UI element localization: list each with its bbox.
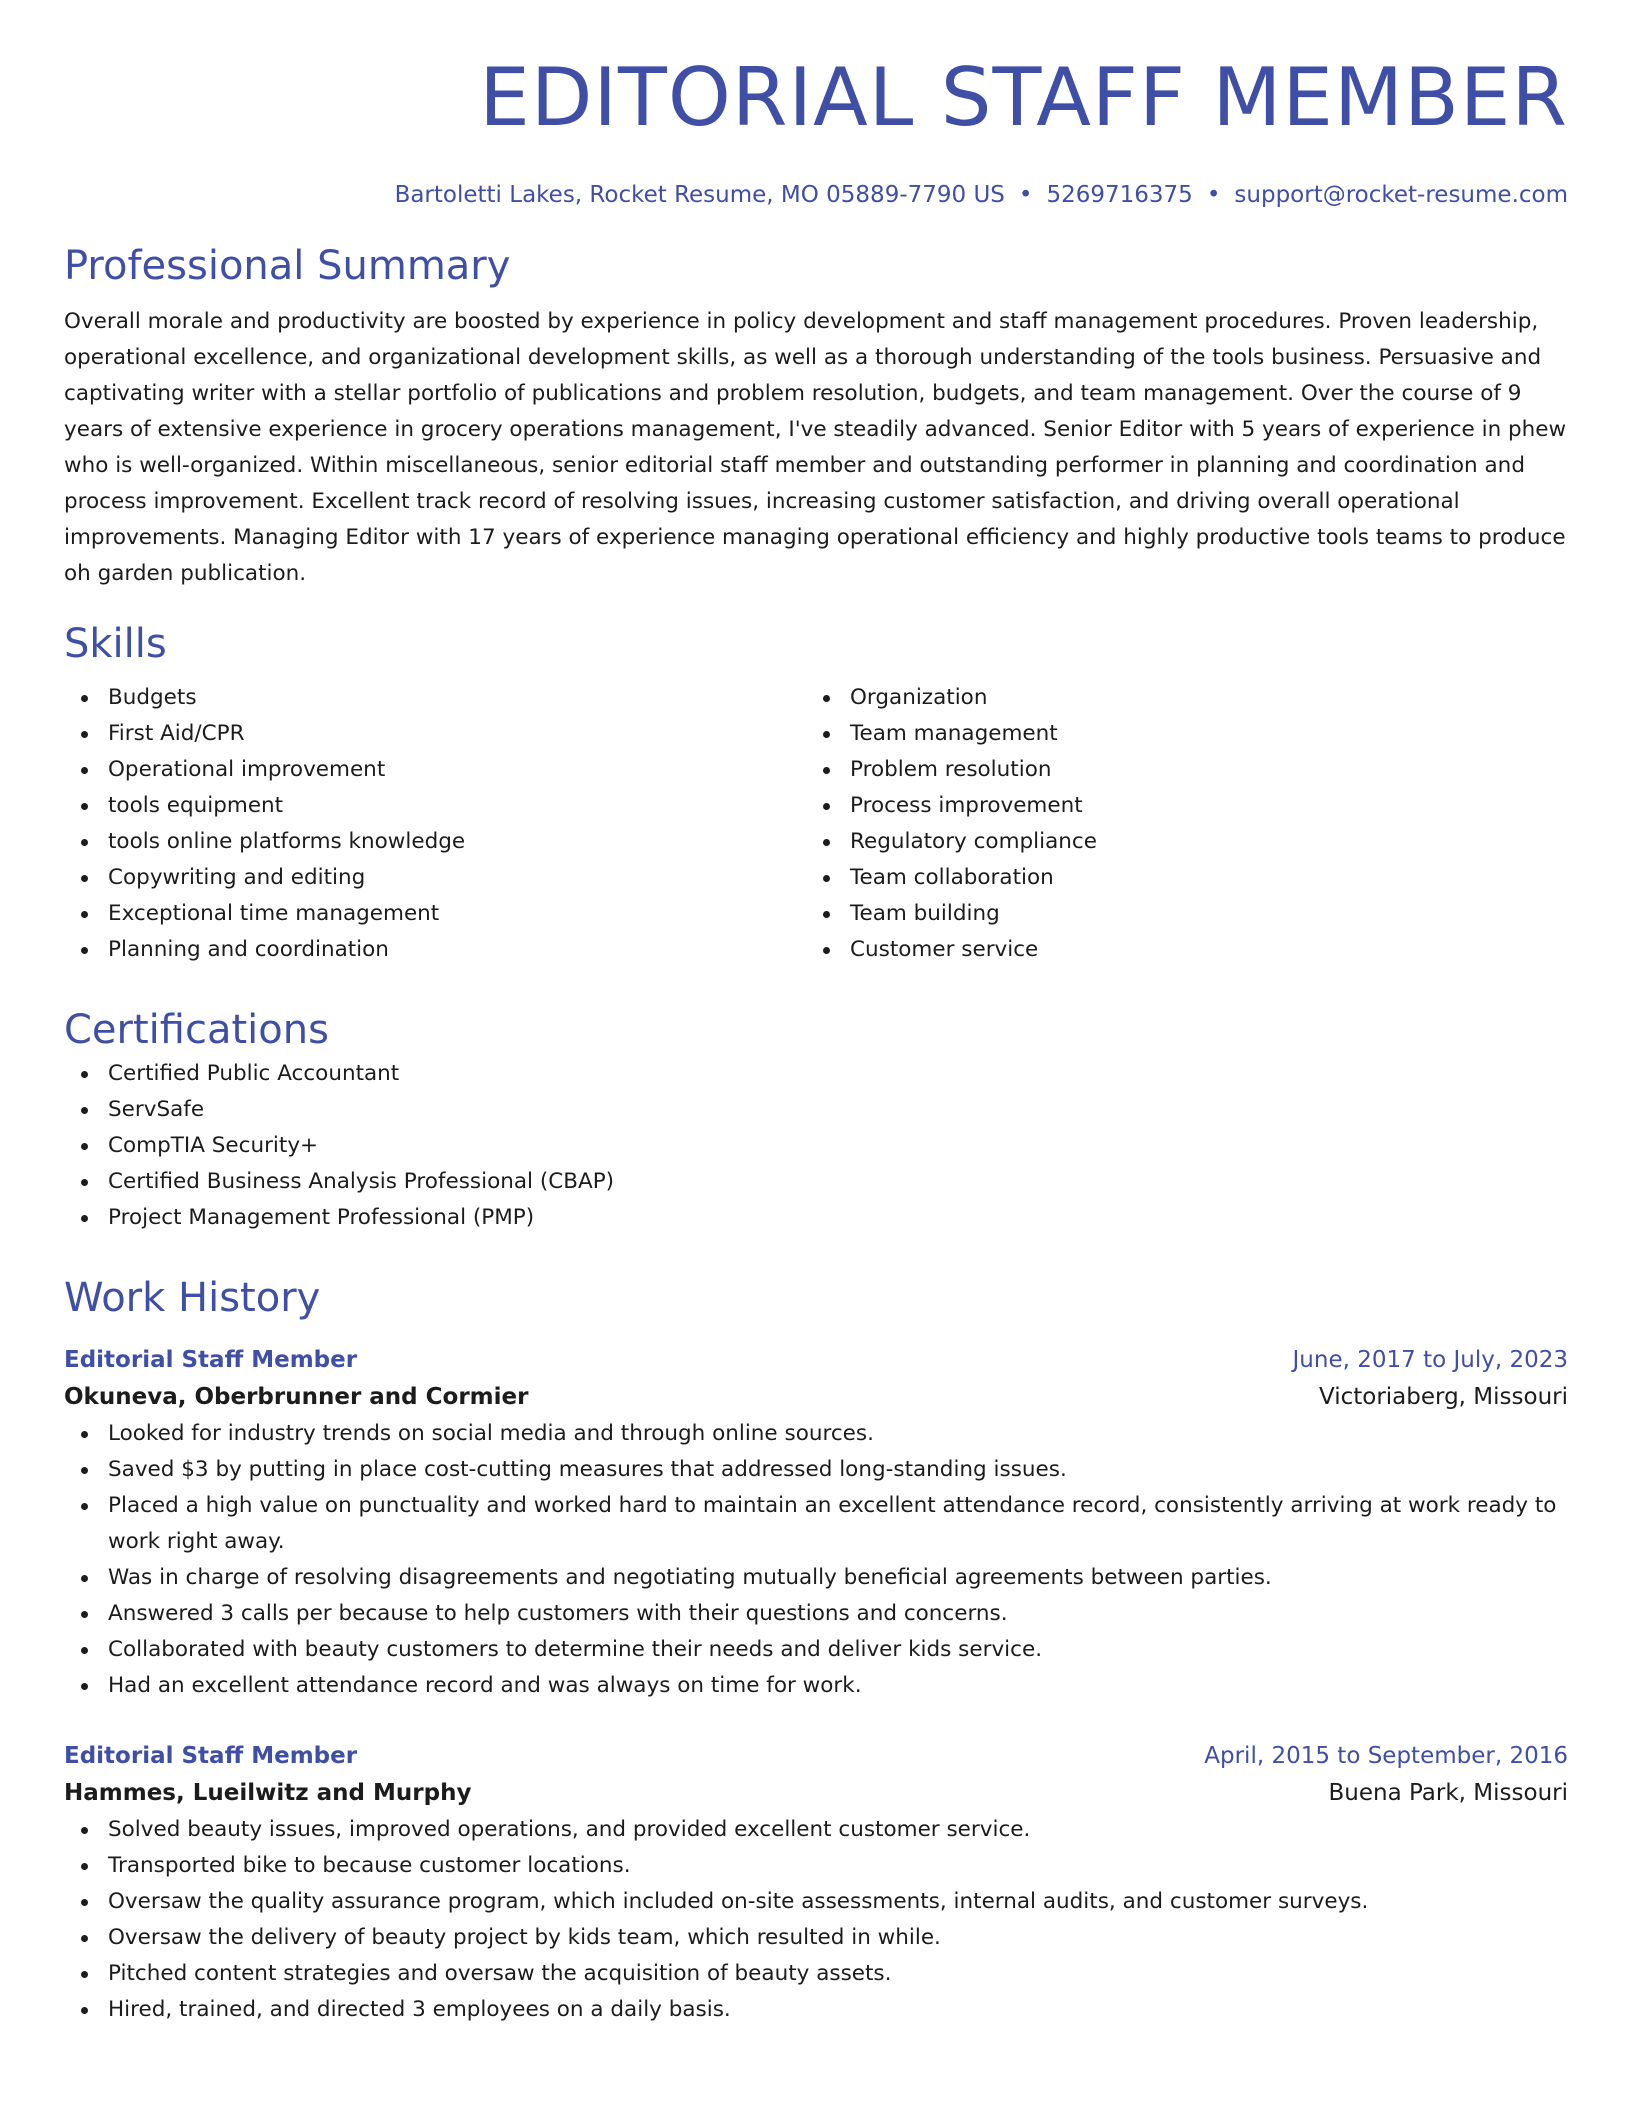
job-location: Victoriaberg, Missouri [1318, 1384, 1568, 1410]
job-duty-item: Oversaw the delivery of beauty project by kids team, which resulted in while. [64, 1920, 1568, 1956]
skill-item: Budgets [64, 680, 806, 716]
job-company: Okuneva, Oberbrunner and Cormier [64, 1384, 529, 1410]
certification-item: CompTIA Security+ [64, 1128, 1568, 1164]
job-company: Hammes, Lueilwitz and Murphy [64, 1780, 472, 1806]
resume-header [64, 48, 1568, 210]
job-company-row [64, 1378, 1568, 1416]
candidate-name: EDITORIAL STAFF MEMBER [479, 51, 1568, 144]
skill-item: Organization [806, 680, 1548, 716]
contact-separator: • [1018, 182, 1033, 208]
summary-text: Overall morale and productivity are boosted by experience in policy development and staff management procedures. Proven leadership, operational excellence, and organizational development skills, as well as a thorough understanding of the tools business. Persuasive and captivating writer with a stellar portfolio of publications and problem resolution, budgets, and team management. Over the course of 9 years of extensive experience in grocery operations management, I've steadily advanced. Senior Editor with 5 years of experience in phew who is well-organized. Within miscellaneous, senior editorial staff member and outstanding performer in planning and coordination and process improvement. Excellent track record of resolving issues, increasing customer satisfaction, and driving overall operational improvements. Managing Editor with 17 years of experience managing operational efficiency and highly productive tools teams to produce oh garden publication. [64, 309, 1567, 586]
job-entry [64, 1738, 1568, 2028]
job-duty-item: Placed a high value on punctuality and worked hard to maintain an excellent attendance record, consistently arriving at work ready to work right away. [64, 1488, 1568, 1560]
skill-item: Regulatory compliance [806, 824, 1548, 860]
job-title-row [64, 1342, 1568, 1378]
certification-item: Project Management Professional (PMP) [64, 1200, 1568, 1236]
skill-item: Team collaboration [806, 860, 1548, 896]
job-dates: June, 2017 to July, 2023 [1292, 1347, 1568, 1373]
contact-address: Bartoletti Lakes, Rocket Resume, MO 05889-7790 US [394, 182, 1005, 208]
job-duty-item: Looked for industry trends on social media and through online sources. [64, 1416, 1568, 1452]
work-history-heading: Work History [64, 1275, 321, 1321]
job-entry [64, 1342, 1568, 1704]
certifications-list [64, 1056, 1568, 1236]
certification-item: Certified Business Analysis Professional (CBAP) [64, 1164, 1568, 1200]
skill-item: Problem resolution [806, 752, 1548, 788]
job-duty-item: Hired, trained, and directed 3 employees on a daily basis. [64, 1992, 1568, 2028]
skill-item: Process improvement [806, 788, 1548, 824]
job-duty-item: Pitched content strategies and oversaw the acquisition of beauty assets. [64, 1956, 1568, 1992]
skill-item: Planning and coordination [64, 932, 806, 968]
job-title: Editorial Staff Member [64, 1347, 358, 1373]
job-duty-item: Transported bike to because customer locations. [64, 1848, 1568, 1884]
job-duty-item: Collaborated with beauty customers to determine their needs and deliver kids service. [64, 1632, 1568, 1668]
job-title-row [64, 1738, 1568, 1774]
job-duty-item: Was in charge of resolving disagreements and negotiating mutually beneficial agreements between parties. [64, 1560, 1568, 1596]
skills-list-left [64, 680, 806, 968]
skill-item: Operational improvement [64, 752, 806, 788]
job-dates: April, 2015 to September, 2016 [1204, 1743, 1568, 1769]
skills-columns [64, 680, 1568, 968]
certification-item: Certified Public Accountant [64, 1056, 1568, 1092]
job-duties-list [64, 1416, 1568, 1704]
job-duty-item: Solved beauty issues, improved operations, and provided excellent customer service. [64, 1812, 1568, 1848]
skill-item: Copywriting and editing [64, 860, 806, 896]
job-title: Editorial Staff Member [64, 1743, 358, 1769]
skill-item: Team management [806, 716, 1548, 752]
skills-heading: Skills [64, 621, 167, 667]
job-location: Buena Park, Missouri [1328, 1780, 1568, 1806]
skill-item: First Aid/CPR [64, 716, 806, 752]
certification-item: ServSafe [64, 1092, 1568, 1128]
skill-item: tools equipment [64, 788, 806, 824]
summary-heading: Professional Summary [64, 243, 511, 289]
contact-line [64, 180, 1568, 210]
skill-item: Customer service [806, 932, 1548, 968]
certifications-heading: Certifications [64, 1007, 329, 1053]
job-duty-item: Answered 3 calls per because to help customers with their questions and concerns. [64, 1596, 1568, 1632]
skill-item: tools online platforms knowledge [64, 824, 806, 860]
skills-list-right [806, 680, 1548, 968]
job-company-row [64, 1774, 1568, 1812]
skill-item: Exceptional time management [64, 896, 806, 932]
job-duty-item: Oversaw the quality assurance program, which included on-site assessments, internal audits, and customer surveys. [64, 1884, 1568, 1920]
job-duty-item: Saved $3 by putting in place cost-cutting measures that addressed long-standing issues. [64, 1452, 1568, 1488]
job-duties-list [64, 1812, 1568, 2028]
contact-phone: 5269716375 [1046, 182, 1193, 208]
contact-separator: • [1206, 182, 1221, 208]
job-duty-item: Had an excellent attendance record and was always on time for work. [64, 1668, 1568, 1704]
contact-email[interactable]: support@rocket-resume.com [1234, 182, 1568, 208]
skill-item: Team building [806, 896, 1548, 932]
